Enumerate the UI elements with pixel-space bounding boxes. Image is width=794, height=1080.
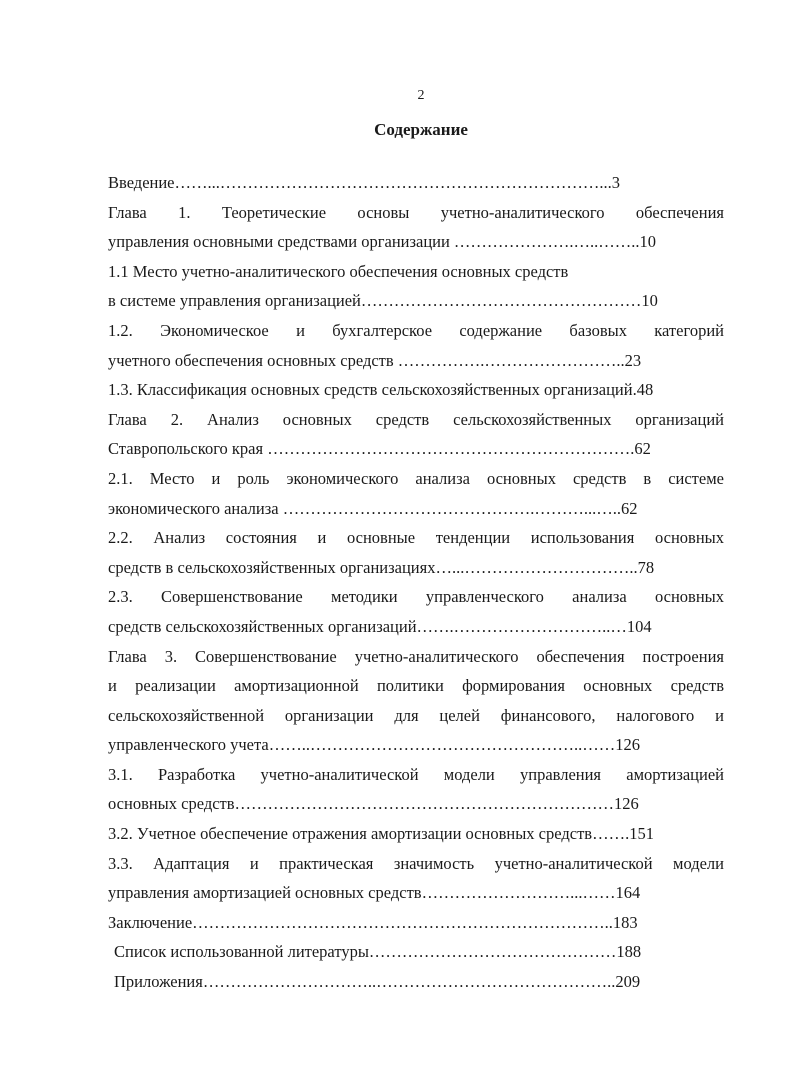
toc-line: и реализации амортизационной политики формирования основных средств	[108, 676, 724, 696]
toc-line: в системе управления организацией……………………………………………10	[108, 291, 658, 311]
toc-line: средств сельскохозяйственных организаций…….………………………..…104	[108, 616, 652, 636]
toc-line: Глава 1. Теоретические основы учетно-аналитического обеспечения	[108, 202, 724, 222]
toc-line: 3.3. Адаптация и практическая значимость учетно-аналитической модели	[108, 853, 724, 873]
toc-line: 2.3. Совершенствование методики управленческого анализа основных	[108, 587, 724, 607]
toc-line: управленческого учета……..…………………………………………..……126	[108, 735, 640, 755]
toc-line: экономического анализа ……………………………………….………...…..62	[108, 498, 638, 518]
toc-line: Введение……...……………………………………………………………...3	[108, 173, 621, 192]
toc-line: 3.2. Учетное обеспечение отражения амортизации основных средств…….151	[108, 824, 654, 844]
toc-line: 1.1 Место учетно-аналитического обеспечения основных средств	[108, 261, 569, 281]
toc-line: 2.2. Анализ состояния и основные тенденции использования основных	[108, 528, 724, 548]
toc-line: основных средств……………………………………………………………126	[108, 794, 639, 814]
toc-line: учетного обеспечения основных средств …………….……………………..23	[108, 350, 642, 370]
page-number: 2	[417, 88, 425, 103]
toc-line: Ставропольского края ………………………………………………………….62	[108, 439, 651, 459]
toc-line: сельскохозяйственной организации для целей финансового, налогового и	[108, 705, 724, 725]
toc-line: 3.1. Разработка учетно-аналитической модели управления амортизацией	[108, 764, 724, 784]
toc-line: Глава 3. Совершенствование учетно-аналитического обеспечения построения	[108, 646, 724, 666]
toc-line: Глава 2. Анализ основных средств сельскохозяйственных организаций	[108, 409, 724, 429]
table-of-contents	[108, 168, 724, 997]
toc-line: Заключение…………………………………………………………………..183	[108, 912, 638, 932]
toc-line: Список использованной литературы………………………………………188	[114, 942, 642, 962]
toc-line: средств в сельскохозяйственных организациях…...…………………………..78	[108, 557, 655, 577]
toc-line: 1.3. Классификация основных средств сельскохозяйственных организаций.48	[108, 380, 654, 400]
toc-line: Приложения…………………………..……………………………………..209	[114, 972, 641, 992]
toc-line: управления амортизацией основных средств………………………...……164	[108, 883, 641, 903]
toc-line: 1.2. Экономическое и бухгалтерское содержание базовых категорий	[108, 320, 724, 340]
page-title: Содержание	[374, 120, 468, 139]
toc-line: управления основными средствами организации ………………….…..……..10	[108, 232, 657, 252]
toc-line: 2.1. Место и роль экономического анализа основных средств в системе	[108, 468, 724, 488]
